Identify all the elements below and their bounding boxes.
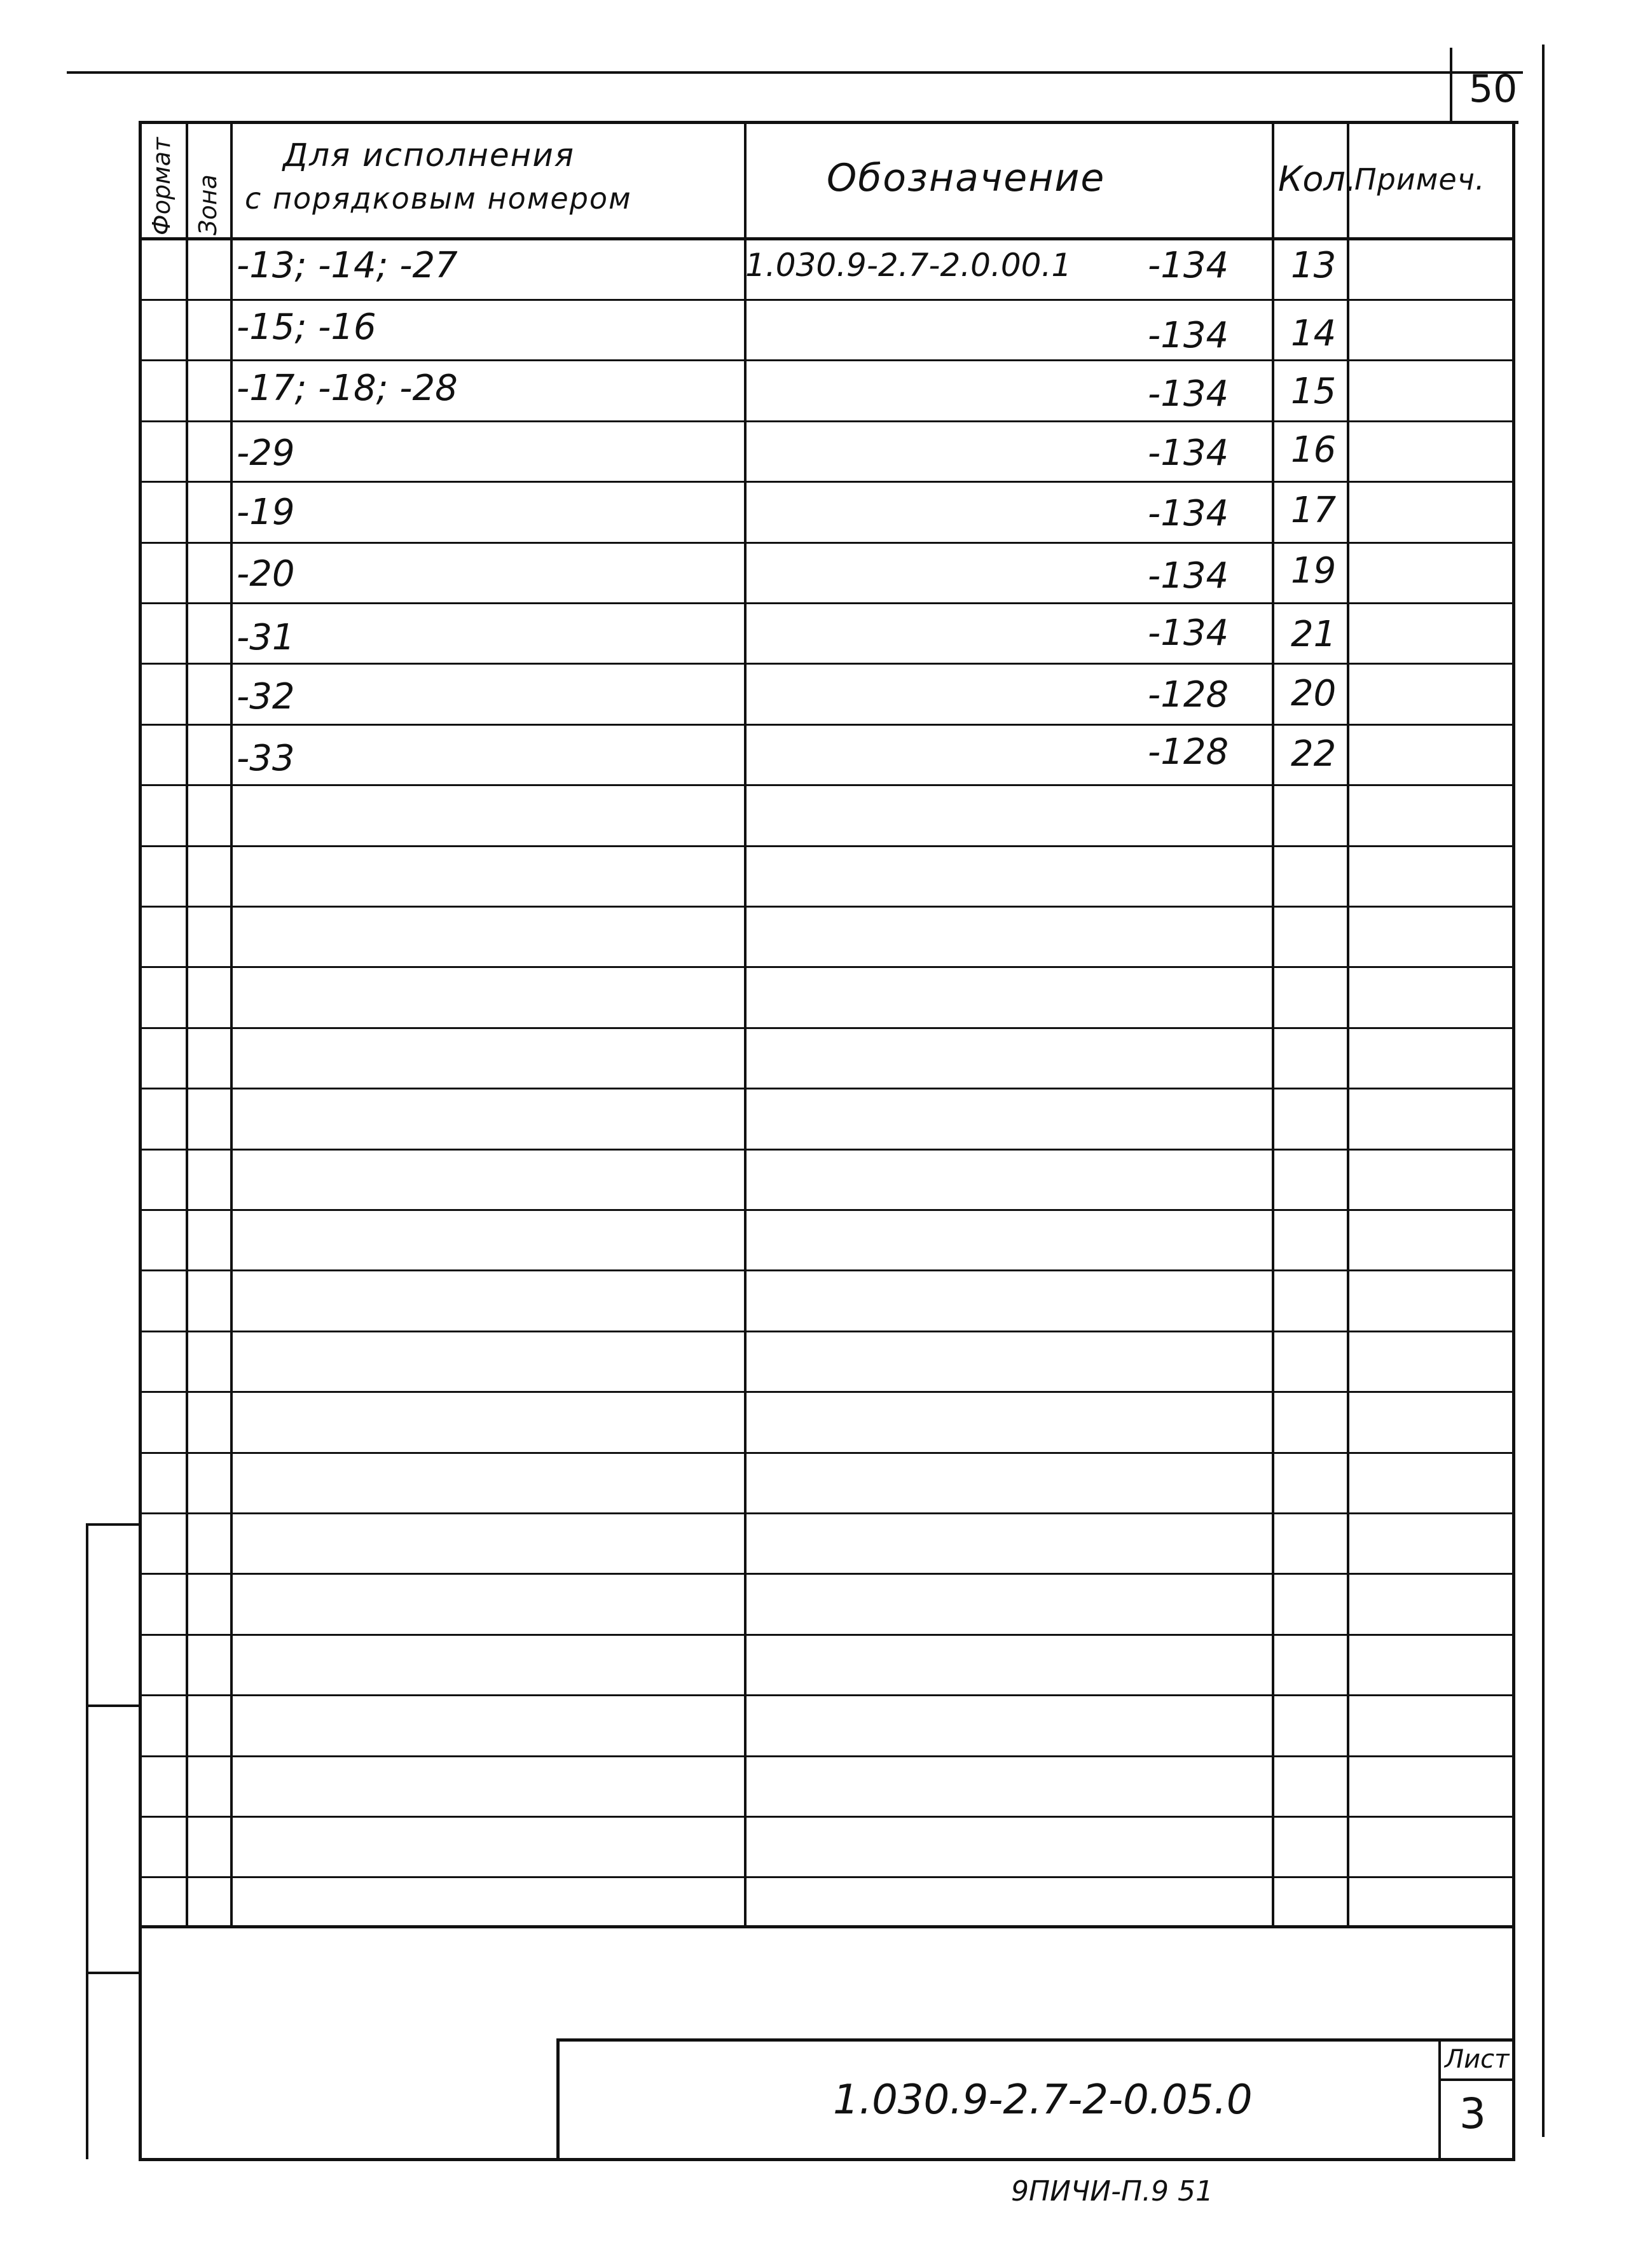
row-qty: 13 [1291,245,1337,286]
row-line [140,663,1513,665]
frame-right [1512,121,1515,2161]
col-line-designation [744,121,747,1927]
row-qty: 21 [1291,614,1337,655]
row-line [140,966,1513,968]
row-line [140,420,1513,422]
row-qty: 20 [1291,673,1337,714]
row-line [140,1876,1513,1878]
right-border-outer [1542,45,1545,2137]
corner-box-left [1450,48,1452,121]
row-line [140,1149,1513,1151]
row-line [140,724,1513,726]
header-bottom-line [139,237,1515,240]
col-line-zone [186,121,188,1927]
header-exec-line1: Для исполнения [283,137,575,174]
row-line [140,1331,1513,1332]
margin-mark-3 [86,1972,140,1974]
header-format: Формат [148,137,176,235]
col-line-note [1347,121,1349,1927]
row-line [140,906,1513,908]
row-line [140,359,1513,361]
row-qty: 15 [1291,371,1337,412]
header-qty: Кол. [1278,159,1357,199]
frame-top [139,121,1518,124]
row-designation: -128 [1148,674,1229,716]
row-exec: -31 [237,617,295,658]
row-line [140,1391,1513,1393]
row-line [140,1269,1513,1271]
row-line [140,602,1513,604]
frame-bottom [139,2158,1515,2161]
col-line-qty [1272,121,1274,1927]
row-exec: -20 [237,553,295,595]
row-exec: -19 [237,492,295,533]
row-line [140,1209,1513,1211]
row-designation: -134 [1148,555,1229,597]
row-line [140,1512,1513,1514]
row-line [140,1816,1513,1818]
header-exec-line2: с порядковым номером [245,181,632,216]
row-designation: -134 [1148,245,1229,286]
row-base-designation: 1.030.9-2.7-2.0.00.1 [745,247,1072,284]
row-designation: -134 [1148,373,1229,415]
row-exec: -32 [237,676,295,717]
row-qty: 19 [1291,550,1337,591]
row-exec: -15; -16 [237,307,376,348]
header-designation: Обозначение [827,156,1106,200]
header-note: Примеч. [1354,162,1485,197]
row-line [140,784,1513,786]
row-designation: -134 [1148,315,1229,356]
row-line [140,1027,1513,1029]
row-qty: 14 [1291,313,1337,354]
title-block-top [556,2038,1515,2042]
sheet-corner-number: 50 [1469,67,1518,111]
sheet-number: 3 [1459,2089,1486,2138]
table-bottom-line [139,1925,1515,1928]
row-designation: -128 [1148,731,1229,773]
row-designation: -134 [1148,493,1229,534]
row-line [140,1452,1513,1454]
title-sheet-hline [1438,2078,1515,2081]
sheet-label: Лист [1445,2045,1510,2074]
col-line-exec [230,121,233,1927]
margin-mark-2 [86,1704,140,1707]
margin-vline [86,1523,88,2159]
row-line [140,1634,1513,1636]
row-line [140,1573,1513,1575]
title-block-left [556,2038,560,2159]
document-code: 1.030.9-2.7-2-0.05.0 [833,2077,1253,2124]
row-line [140,1694,1513,1696]
row-exec: -33 [237,738,295,779]
margin-mark-1 [86,1523,140,1526]
row-qty: 16 [1291,429,1337,471]
row-line [140,299,1513,301]
row-exec: -17; -18; -28 [237,368,458,409]
row-line [140,1755,1513,1757]
row-designation: -134 [1148,432,1229,474]
row-qty: 17 [1291,490,1337,531]
frame-left [139,121,142,2161]
title-sheet-divider [1438,2038,1441,2159]
row-qty: 22 [1291,733,1337,775]
header-zone: Зона [194,174,222,235]
row-line [140,481,1513,483]
row-exec: -13; -14; -27 [237,245,458,286]
footer-stamp: 9ПИЧИ-П.9 51 [1011,2175,1213,2208]
row-line [140,845,1513,847]
row-exec: -29 [237,432,295,474]
row-designation: -134 [1148,612,1229,654]
row-line [140,542,1513,544]
row-line [140,1088,1513,1089]
top-rule [67,71,1523,74]
